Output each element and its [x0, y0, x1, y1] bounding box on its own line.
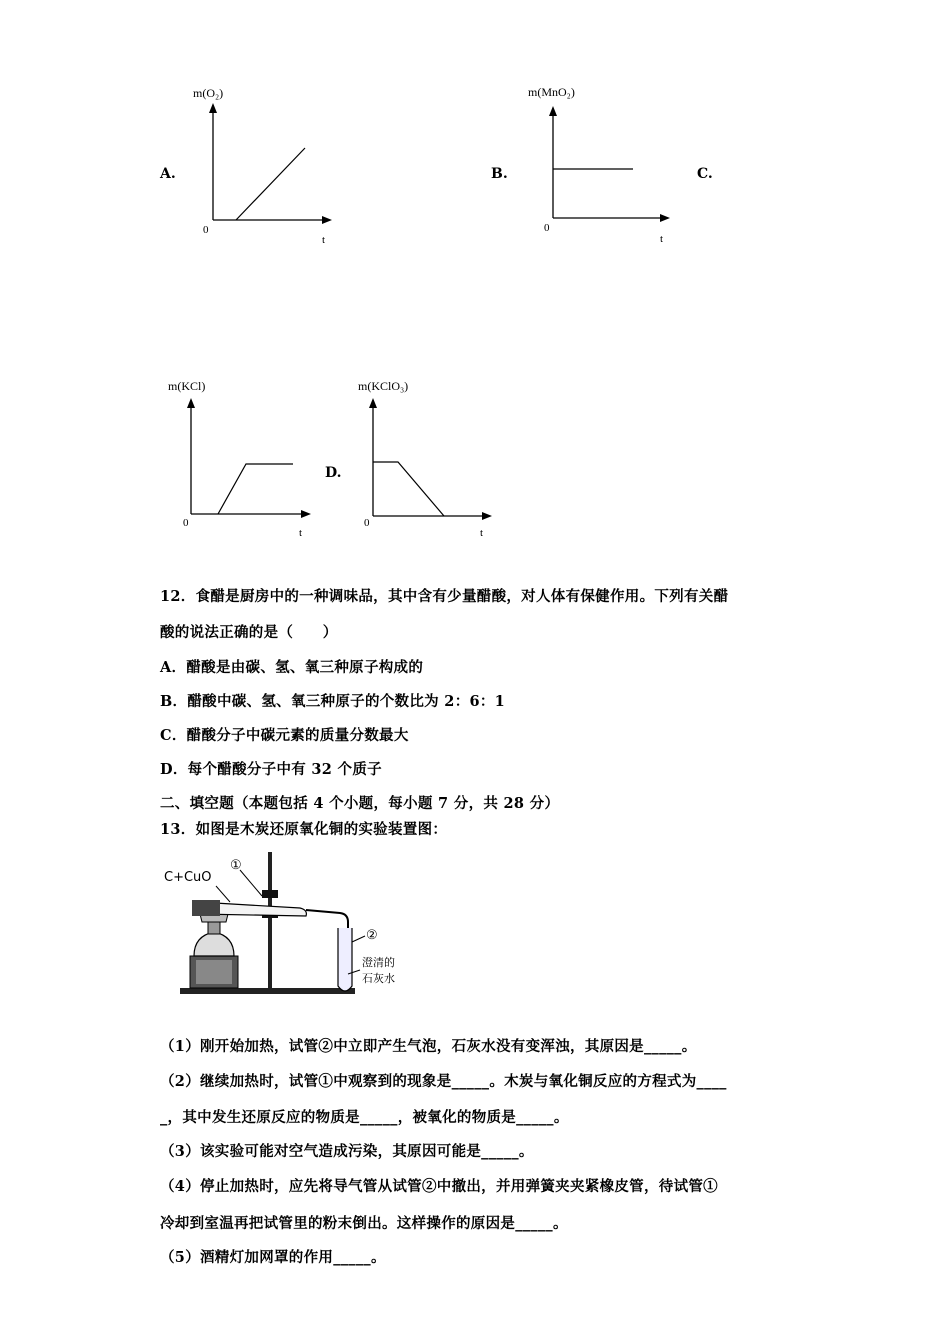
apparatus-figure	[150, 850, 420, 1000]
graph-c-xlabel: t	[299, 527, 303, 539]
section-2-heading: 二、填空题（本题包括 4 个小题，每小题 7 分，共 28 分）	[160, 795, 560, 812]
option-c-label: C.	[697, 166, 713, 182]
option-b-label: B.	[491, 166, 508, 182]
graph-d-plot	[0, 0, 950, 560]
option-a-label: A.	[160, 166, 176, 182]
q12-stem-line2: 酸的说法正确的是（ ）	[160, 624, 338, 641]
graph-d-origin: 0	[364, 517, 370, 529]
q13-part-2a: （2）继续加热时，试管①中观察到的现象是_____。木炭与氧化铜反应的方程式为____	[160, 1073, 727, 1090]
tube-2-label: ②	[366, 928, 378, 943]
q13-part-2b: _，其中发生还原反应的物质是_____，被氧化的物质是_____。	[160, 1109, 569, 1126]
graph-d-xlabel: t	[480, 527, 484, 539]
reactants-label: C+CuO	[164, 870, 212, 885]
q13-stem: 13．如图是木炭还原氧化铜的实验装置图：	[160, 821, 448, 838]
graph-b-origin: 0	[544, 222, 550, 234]
option-d-label: D.	[325, 465, 342, 481]
graph-a-xlabel: t	[322, 234, 326, 246]
q12-option-d: D．每个醋酸分子中有 32 个质子	[160, 761, 382, 778]
q12-stem-line1: 12．食醋是厨房中的一种调味品，其中含有少量醋酸，对人体有保健作用。下列有关醋	[160, 588, 729, 605]
graph-b-ylabel: m(MnO₂)	[528, 85, 575, 99]
q13-part-3: （3）该实验可能对空气造成污染，其原因可能是_____。	[160, 1143, 534, 1160]
q13-part-4a: （4）停止加热时，应先将导气管从试管②中撤出，并用弹簧夹夹紧橡皮管，待试管①	[160, 1178, 718, 1195]
graph-a-ylabel: m(O₂)	[193, 86, 224, 100]
q13-part-4b: 冷却到室温再把试管里的粉末倒出。这样操作的原因是_____。	[160, 1215, 568, 1232]
graph-a-origin: 0	[203, 224, 209, 236]
graph-c-ylabel: m(KCl)	[168, 379, 206, 393]
q12-option-c: C．醋酸分子中碳元素的质量分数最大	[160, 727, 409, 744]
graph-d-ylabel: m(KClO₃)	[358, 379, 409, 393]
q13-part-1: （1）刚开始加热，试管②中立即产生气泡，石灰水没有变浑浊，其原因是_____。	[160, 1038, 697, 1055]
q12-option-a: A．醋酸是由碳、氢、氧三种原子构成的	[160, 659, 424, 676]
limewater-label-1: 澄清的	[362, 956, 395, 969]
q13-part-5: （5）酒精灯加网罩的作用_____。	[160, 1249, 386, 1266]
graph-b-xlabel: t	[660, 233, 664, 245]
limewater-label-2: 石灰水	[362, 972, 395, 985]
tube-1-label: ①	[230, 858, 242, 873]
graph-c-origin: 0	[183, 517, 189, 529]
q12-option-b: B．醋酸中碳、氢、氧三种原子的个数比为 2：6：1	[160, 693, 506, 710]
